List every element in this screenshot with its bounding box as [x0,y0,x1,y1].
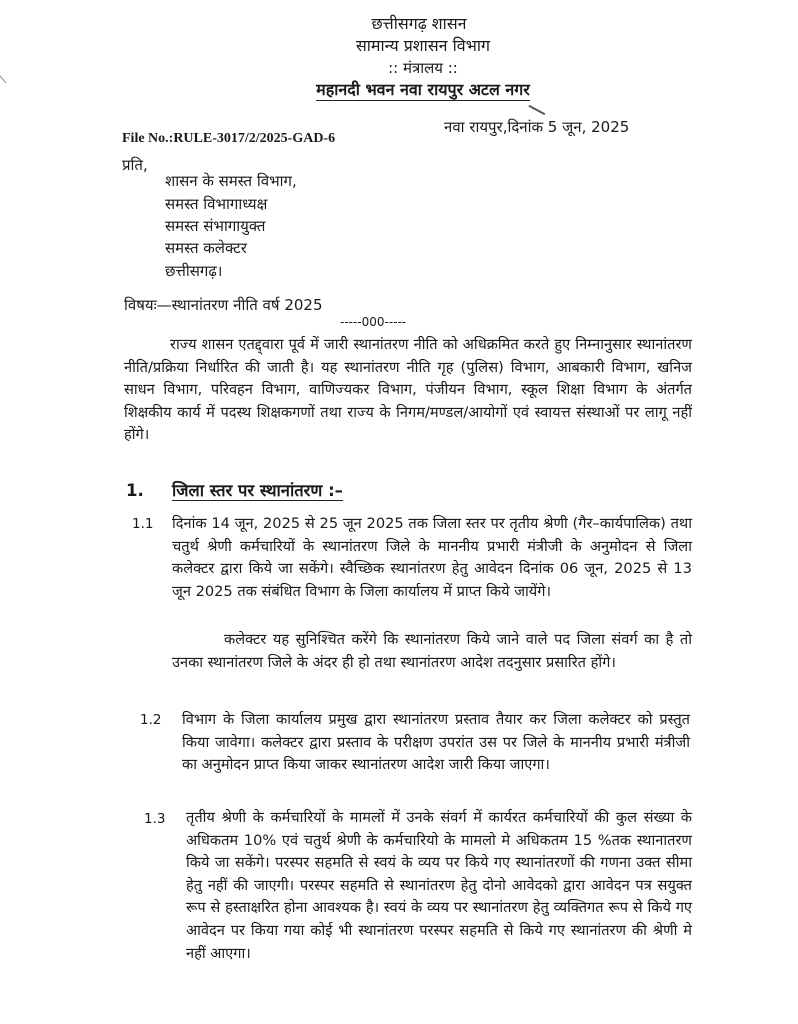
item-number: 1.3 [144,811,166,827]
item-1-1-text-continued: कलेक्टर यह सुनिश्चित करेंगे कि स्थानांतरण किये जाने वाले पद जिला संवर्ग का है तो उनका स्थानांतरण जिले के अंदर ही हो तथा स्थानांतरण आदेश तदनुसार प्रसारित होंगे। [172,631,692,671]
header-address: महानदी भवन नवा रायपुर अटल नगर [316,80,530,99]
header-govt: छत्तीसगढ़ शासन [371,14,467,33]
item-1-1-text: दिनांक 14 जून, 2025 से 25 जून 2025 तक जिला स्तर पर तृतीय श्रेणी (गैर–कार्यपालिक) तथा चतुर्थ श्रेणी कर्मचारियों के स्थानांतरण जिले के माननीय प्रभारी मंत्रीजी के अनुमोदन से जिला कलेक्टर द्वारा किये जा सकेंगे। स्वैच्छिक स्थानांतरण हेतु आवेदन दिनांक 06 जून, 2025 से 13 जून 2025 तक संबंधित विभाग के जिला कार्यालय में प्राप्त किये जायेंगे। [172,515,692,600]
file-number: File No.:RULE-3017/2/2025-GAD-6 [122,131,336,146]
to-label: प्रति, [122,156,148,174]
item-1-3-text: तृतीय श्रेणी के कर्मचारियों के मामलों में उनके संवर्ग में कार्यरत कर्मचारियों की कुल संख्या के अधिकतम 10% एवं चतुर्थ श्रेणी के कर्मचारियो के मामलो मे अधिकतम 15 %तक स्थानातरण किये जा सकेंगे। परस्पर सहमति से स्वयं के व्यय पर किये गए स्थानांतरणों की गणना उक्त सीमा हेतु नहीं की जाएगी। परस्पर सहमति से स्थानांतरण हेतु दोनो आवेदको द्वारा आवेदन पत्र सयुक्त रूप से हस्ताक्षरित होना आवश्यक है। स्वयं के व्यय पर स्थानांतरण हेतु व्यक्तिगत रूप से किये गए आवेदन पर किया गया कोई भी स्थानांतरण परस्पर सहमति से किये गए स्थानांतरण की श्रेणी मे नहीं आएगा। [186,809,692,962]
recipient: छत्तीसगढ़। [165,262,223,280]
item-number: 1.1 [132,516,154,532]
pen-mark [529,105,546,115]
recipient: समस्त कलेक्टर [165,239,247,257]
item-number: 1.2 [140,712,162,728]
item-1-2-text: विभाग के जिला कार्यालय प्रमुख द्वारा स्थानांतरण प्रस्ताव तैयार कर जिला कलेक्टर को प्रस्तुत किया जावेगा। कलेक्टर द्वारा प्रस्ताव के परीक्षण उपरांत उस पर जिले के माननीय प्रभारी मंत्रीजी का अनुमोदन प्राप्त किया जाकर स्थानांतरण आदेश जारी किया जाएगा। [182,711,690,774]
place-date: नवा रायपुर,दिनांक 5 जून, 2025 [444,118,630,136]
page-edge-mark [0,67,12,84]
header-department: सामान्य प्रशासन विभाग [355,36,491,55]
recipient: समस्त विभागाध्यक्ष [165,195,268,213]
section-1-heading: 1. जिला स्तर पर स्थानांतरण :– [126,481,343,500]
subject-line: विषयः—स्थानांतरण नीति वर्ष 2025 [124,296,323,314]
recipient: समस्त संभागायुक्त [165,217,266,235]
recipient: शासन के समस्त विभाग, [165,172,297,190]
header-secretariat: :: मंत्रालय :: [388,59,458,77]
separator: -----000----- [340,315,407,329]
intro-paragraph: राज्य शासन एतद्द्वारा पूर्व में जारी स्थानांतरण नीति को अधिक्रमित करते हुए निम्नानुसार स्थानांतरण नीति/प्रक्रिया निर्धारित की जाती है। यह स्थानांतरण नीति गृह (पुलिस) विभाग, आबकारी विभाग, खनिज साधन विभाग, परिवहन विभाग, वाणिज्यकर विभाग, पंजीयन विभाग, स्कूल शिक्षा विभाग के अंतर्गत शिक्षकीय कार्य में पदस्थ शिक्षकगणों तथा राज्य के निगम/मण्डल/आयोगों एवं स्वायत्त संस्थाओं पर लागू नहीं होंगे। [124,336,692,444]
